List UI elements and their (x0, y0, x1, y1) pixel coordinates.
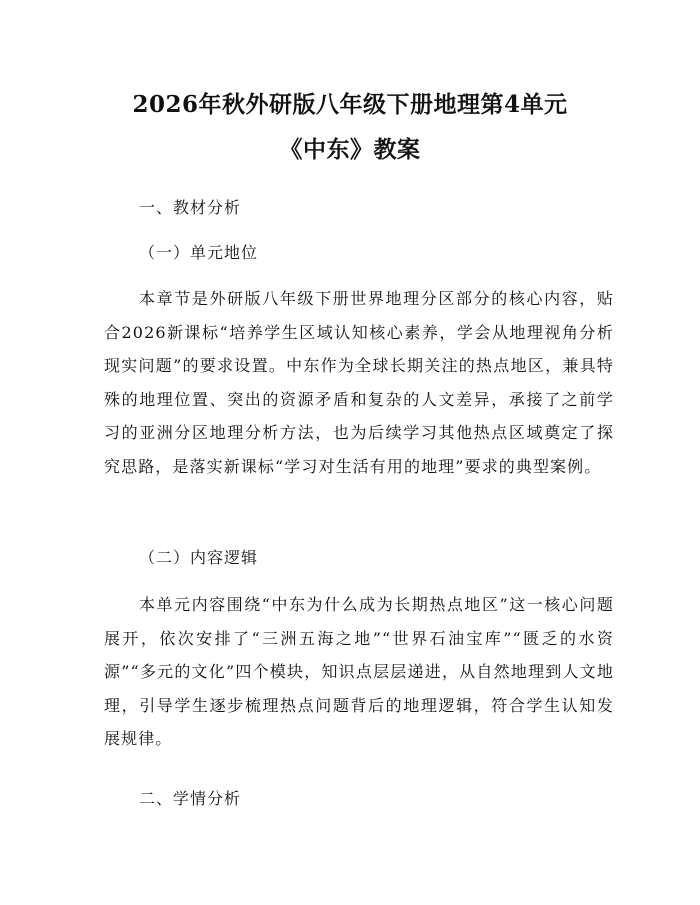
section-heading-textbook-analysis: 一、教材分析 (139, 198, 242, 217)
subsection-heading-content-logic: （二）内容逻辑 (139, 548, 259, 567)
subsection-heading-unit-position: （一）单元地位 (139, 243, 259, 262)
paragraph-unit-position: 本章节是外研版八年级下册世界地理分区部分的核心内容，贴合2026新课标“培养学生区域认知核心素养，学会从地理视角分析现实问题”的要求设置。中东作为全球长期关注的热点地区，兼具特殊的地理位置、突出的资源矛盾和复杂的人文差异，承接了之前学习的亚洲分区地理分析方法，也为后续学习其他热点区域奠定了探究思路，是落实新课标“学习对生活有用的地理”要求的典型案例。 (104, 289, 614, 476)
paragraph-content-logic: 本单元内容围绕“中东为什么成为长期热点地区”这一核心问题展开，依次安排了“三洲五海之地”“世界石油宝库”“匮乏的水资源”“多元的文化”四个模块，知识点层层递进，从自然地理到人文地理，引导学生逐步梳理热点问题背后的地理逻辑，符合学生认知发展规律。 (104, 595, 614, 749)
section-heading-student-analysis: 二、学情分析 (139, 789, 242, 808)
document-title-line-1: 2026年秋外研版八年级下册地理第4单元 (132, 91, 568, 118)
document-title-line-2: 《中东》教案 (279, 136, 421, 163)
